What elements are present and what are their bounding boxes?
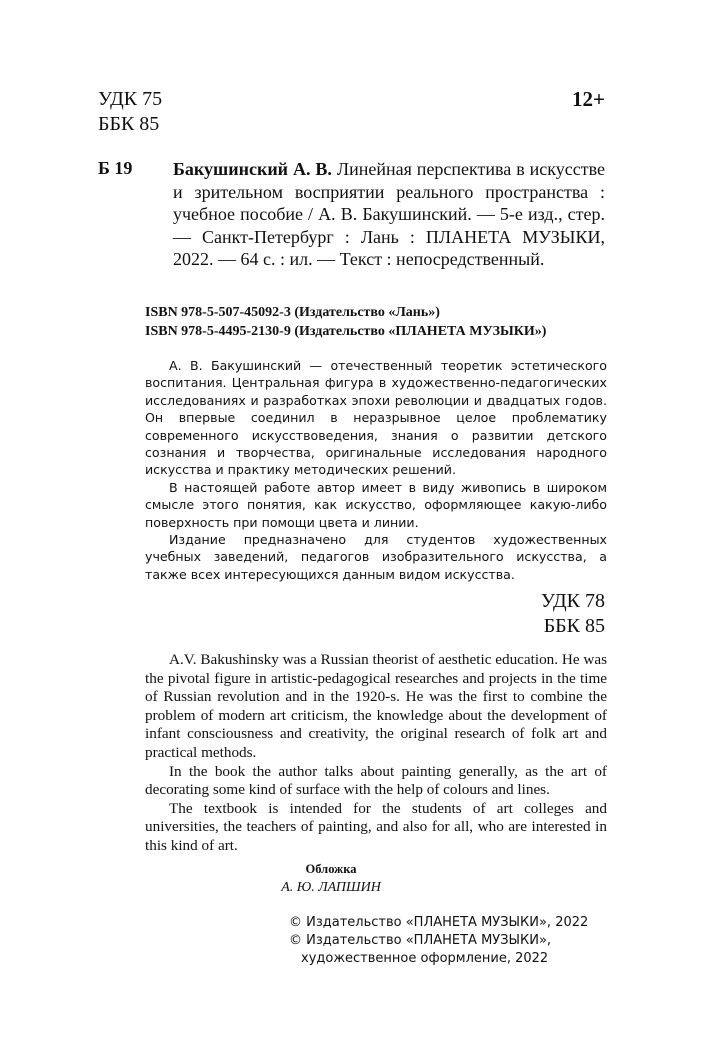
annotation-paragraph: В настоящей работе автор имеет в виду живопись в широком смысле этого понятия, как искусство, оформляющее какую-либо поверхность при помощи цвета и линии. <box>145 479 607 530</box>
copyright-line: художественное оформление, 2022 <box>301 951 549 966</box>
bbk-code: ББК 85 <box>98 113 160 135</box>
record-author: Бакушинский А. В. <box>173 159 332 179</box>
record-description: Линейная перспектива в искусстве и зрительном восприятии реального пространства : учебное пособие / А. В. Бакушинский. — 5-е изд., стер. — Санкт-Петербург : Лань : ПЛАНЕТА МУЗЫКИ, 2022. — 64 с. : ил. — Текст : непосредственный. <box>173 159 606 269</box>
copyright-block <box>289 914 588 968</box>
annotation-paragraph: The textbook is intended for the students of art colleges and universities, the teachers of painting, and also for all, who are interested in this kind of art. <box>145 799 607 854</box>
isbn-line: ISBN 978-5-507-45092-3 (Издательство «Лань») <box>145 305 440 320</box>
copyright-line: © Издательство «ПЛАНЕТА МУЗЫКИ», 2022 <box>289 915 589 930</box>
classification-bottom <box>541 589 605 639</box>
age-rating: 12+ <box>572 87 605 111</box>
isbn-block <box>145 303 546 341</box>
udk-code: УДК 75 <box>98 88 163 110</box>
annotation-paragraph: A.V. Bakushinsky was a Russian theorist of aesthetic education. He was the pivotal figure in artistic-pedagogical researches and projects in the time of Russian revolution and in the 1920-s. He was the first to combine the problem of modern art criticism, the knowledge about the development of infant consciousness and creativity, the original research of folk art and practical methods. <box>145 651 607 761</box>
cover-credit <box>0 860 702 898</box>
annotation-english <box>145 651 607 856</box>
udk-code: УДК 78 <box>540 590 605 612</box>
cover-label: Обложка <box>305 862 357 876</box>
bibliographic-record <box>173 158 605 271</box>
classification-top <box>98 87 162 137</box>
annotation-russian <box>145 357 607 583</box>
isbn-line: ISBN 978-5-4495-2130-9 (Издательство «ПЛАНЕТА МУЗЫКИ») <box>145 324 547 339</box>
copyright-line: © Издательство «ПЛАНЕТА МУЗЫКИ», <box>289 933 552 948</box>
annotation-paragraph: In the book the author talks about painting generally, as the art of decorating some kind of surface with the help of colours and lines. <box>145 762 607 799</box>
author-sign: Б 19 <box>98 158 133 178</box>
bbk-code: ББК 85 <box>543 615 605 637</box>
cover-artist: А. Ю. ЛАПШИН <box>281 880 381 895</box>
annotation-paragraph: Издание предназначено для студентов художественных учебных заведений, педагогов изобразительного искусства, а также всех интересующихся данным видом искусства. <box>145 532 607 582</box>
annotation-paragraph: А. В. Бакушинский — отечественный теоретик эстетического воспитания. Центральная фигура в художественно-педагогических исследованиях и разработках эпохи революции и двадцатых годов. Он впервые соединил в неразрывное целое проблематику современного искусствоведения, знания о развитии детского сознания и творчества, оригинальные исследования народного искусства и практику методических решений. <box>145 358 607 478</box>
